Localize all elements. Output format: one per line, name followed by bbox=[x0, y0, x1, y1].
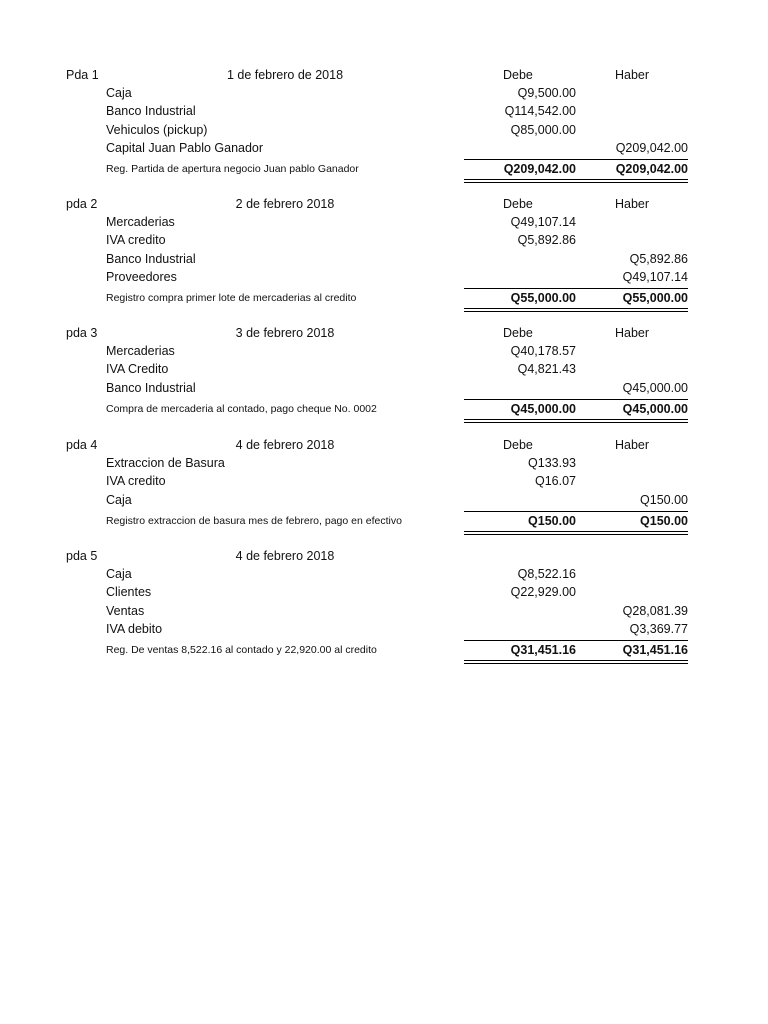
account-name: Caja bbox=[106, 492, 132, 507]
account-name: Ventas bbox=[106, 603, 145, 618]
entry-number: pda 3 bbox=[66, 326, 98, 340]
debe-column-header: Debe bbox=[503, 68, 533, 82]
entry-total-row bbox=[0, 289, 768, 307]
account-name: Banco Industrial bbox=[106, 104, 196, 119]
entry-line bbox=[0, 250, 768, 268]
total-debe: Q45,000.00 bbox=[510, 401, 576, 416]
haber-amount bbox=[578, 231, 688, 249]
haber-amount bbox=[578, 472, 688, 490]
entry-line bbox=[0, 139, 768, 157]
account-name: IVA credito bbox=[106, 474, 166, 489]
haber-amount bbox=[578, 121, 688, 139]
haber-column-header: Haber bbox=[615, 438, 650, 452]
entry-line bbox=[0, 602, 768, 620]
account-name: Caja bbox=[106, 86, 132, 101]
entry-header-row bbox=[0, 195, 768, 213]
account-name: Clientes bbox=[106, 585, 152, 600]
debe-amount bbox=[466, 139, 576, 157]
debe-amount bbox=[466, 379, 576, 397]
debe-amount bbox=[466, 250, 576, 268]
debe-amount bbox=[466, 491, 576, 509]
debe-column-header: Debe bbox=[503, 326, 533, 340]
entry-line bbox=[0, 620, 768, 638]
entry-date: 2 de febrero 2018 bbox=[235, 197, 335, 211]
account-name: Banco Industrial bbox=[106, 251, 196, 266]
debe-amount: Q49,107.14 bbox=[510, 215, 576, 230]
debe-amount: Q16.07 bbox=[534, 474, 576, 489]
debe-amount bbox=[466, 602, 576, 620]
debe-amount: Q9,500.00 bbox=[517, 86, 576, 101]
account-name: Caja bbox=[106, 567, 132, 582]
haber-amount: Q150.00 bbox=[640, 492, 688, 507]
entry-total-row bbox=[0, 160, 768, 178]
entry-date: 3 de febrero 2018 bbox=[235, 326, 335, 340]
entry-line bbox=[0, 84, 768, 102]
entry-line bbox=[0, 360, 768, 378]
total-haber: Q31,451.16 bbox=[622, 643, 688, 657]
debe-amount: Q40,178.57 bbox=[510, 344, 576, 359]
haber-amount: Q45,000.00 bbox=[622, 380, 688, 395]
haber-amount bbox=[578, 84, 688, 102]
haber-column-header: Haber bbox=[615, 68, 650, 82]
entry-header-row bbox=[0, 547, 768, 565]
debe-amount: Q114,542.00 bbox=[504, 104, 576, 119]
entry-line bbox=[0, 102, 768, 120]
account-name: Proveedores bbox=[106, 269, 177, 284]
debe-amount bbox=[466, 268, 576, 286]
account-name: Capital Juan Pablo Ganador bbox=[106, 140, 264, 155]
haber-amount bbox=[578, 360, 688, 378]
entry-number: pda 2 bbox=[66, 197, 98, 211]
entry-total-row bbox=[0, 641, 768, 659]
entry-line bbox=[0, 472, 768, 490]
account-name: Mercaderias bbox=[106, 344, 175, 359]
account-name: Vehiculos (pickup) bbox=[106, 122, 208, 137]
total-debe: Q209,042.00 bbox=[503, 162, 576, 176]
entry-number: pda 5 bbox=[66, 549, 98, 563]
entry-line bbox=[0, 379, 768, 397]
entry-header-row bbox=[0, 324, 768, 342]
total-debe: Q31,451.16 bbox=[510, 643, 576, 657]
account-name: IVA credito bbox=[106, 233, 166, 248]
entry-description: Reg. De ventas 8,522.16 al contado y 22,920.00 al credito bbox=[106, 644, 377, 656]
entry-date: 1 de febrero de 2018 bbox=[226, 68, 344, 82]
entry-header-row bbox=[0, 66, 768, 84]
account-name: IVA Credito bbox=[106, 362, 169, 377]
total-haber: Q55,000.00 bbox=[622, 291, 688, 305]
entry-total-row bbox=[0, 400, 768, 418]
total-double-underline bbox=[464, 660, 688, 664]
entry-description: Reg. Partida de apertura negocio Juan pablo Ganador bbox=[106, 163, 359, 175]
entry-line bbox=[0, 121, 768, 139]
entry-line bbox=[0, 268, 768, 286]
account-name: Banco Industrial bbox=[106, 380, 196, 395]
total-debe: Q55,000.00 bbox=[510, 291, 576, 305]
entry-line bbox=[0, 565, 768, 583]
account-name: Mercaderias bbox=[106, 215, 175, 230]
debe-amount: Q5,892.86 bbox=[517, 233, 576, 248]
account-name: Extraccion de Basura bbox=[106, 456, 225, 471]
total-double-underline bbox=[464, 531, 688, 535]
haber-column-header: Haber bbox=[615, 326, 650, 340]
entry-date: 4 de febrero 2018 bbox=[235, 438, 335, 452]
debe-column-header: Debe bbox=[503, 438, 533, 452]
total-haber: Q45,000.00 bbox=[622, 401, 688, 416]
haber-amount: Q5,892.86 bbox=[629, 251, 688, 266]
debe-amount: Q133.93 bbox=[528, 456, 576, 471]
total-double-underline bbox=[464, 179, 688, 183]
entry-header-row bbox=[0, 436, 768, 454]
entry-line bbox=[0, 491, 768, 509]
entry-number: pda 4 bbox=[66, 438, 98, 452]
debe-column-header: Debe bbox=[503, 197, 533, 211]
debe-amount: Q4,821.43 bbox=[517, 362, 576, 377]
total-double-underline bbox=[464, 308, 688, 312]
entry-total-row bbox=[0, 512, 768, 530]
entry-date: 4 de febrero 2018 bbox=[235, 549, 335, 563]
entry-description: Compra de mercaderia al contado, pago cheque No. 0002 bbox=[106, 402, 377, 415]
entry-line bbox=[0, 454, 768, 472]
debe-amount: Q85,000.00 bbox=[510, 122, 576, 137]
total-haber: Q209,042.00 bbox=[615, 162, 688, 176]
total-debe: Q150.00 bbox=[528, 513, 576, 528]
entry-number: Pda 1 bbox=[66, 68, 99, 82]
entry-description: Registro extraccion de basura mes de febrero, pago en efectivo bbox=[106, 514, 402, 527]
account-name: IVA debito bbox=[106, 621, 163, 636]
total-haber: Q150.00 bbox=[640, 513, 688, 528]
entry-line bbox=[0, 231, 768, 249]
haber-amount: Q49,107.14 bbox=[622, 269, 688, 284]
debe-amount bbox=[466, 620, 576, 638]
haber-column-header: Haber bbox=[615, 197, 650, 211]
haber-amount bbox=[578, 213, 688, 231]
haber-amount: Q3,369.77 bbox=[629, 621, 688, 636]
haber-amount bbox=[578, 454, 688, 472]
haber-amount bbox=[578, 565, 688, 583]
debe-amount: Q22,929.00 bbox=[510, 585, 576, 600]
haber-amount: Q28,081.39 bbox=[622, 603, 688, 618]
haber-amount: Q209,042.00 bbox=[615, 140, 688, 155]
haber-amount bbox=[578, 342, 688, 360]
debe-amount: Q8,522.16 bbox=[517, 567, 576, 582]
entry-description: Registro compra primer lote de mercaderias al credito bbox=[106, 292, 357, 304]
entry-line bbox=[0, 213, 768, 231]
total-double-underline bbox=[464, 419, 688, 423]
entry-line bbox=[0, 342, 768, 360]
haber-amount bbox=[578, 583, 688, 601]
haber-amount bbox=[578, 102, 688, 120]
entry-line bbox=[0, 583, 768, 601]
